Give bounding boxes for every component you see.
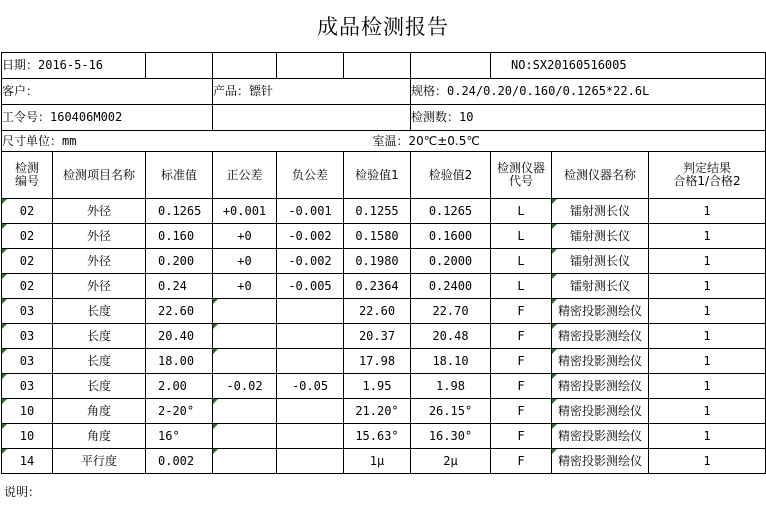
cell-value2[interactable]: 22.70 (411, 299, 491, 324)
cell-value2[interactable]: 16.30° (411, 424, 491, 449)
cell-negative-tolerance[interactable] (277, 399, 344, 424)
cell-result[interactable]: 1 (649, 324, 766, 349)
cell-no[interactable]: 03 (2, 349, 53, 374)
customer-cell[interactable]: 客户： (2, 79, 213, 105)
cell-negative-tolerance[interactable] (277, 299, 344, 324)
cell-instrument-name[interactable]: 精密投影测绘仪 (552, 324, 649, 349)
cell-value2[interactable]: 0.1265 (411, 199, 491, 224)
cell-instrument-name[interactable]: 精密投影测绘仪 (552, 349, 649, 374)
cell-positive-tolerance[interactable] (213, 324, 277, 349)
cell-standard[interactable]: 0.200 (146, 249, 213, 274)
cell-positive-tolerance[interactable]: +0 (213, 274, 277, 299)
cell-no[interactable]: 02 (2, 274, 53, 299)
cell-result[interactable]: 1 (649, 449, 766, 474)
cell-standard[interactable]: 2.00 (146, 374, 213, 399)
header-no[interactable]: 检测 编号 (2, 152, 53, 199)
column-header-row (2, 152, 766, 199)
cell-item[interactable]: 外径 (53, 249, 146, 274)
table-row (2, 399, 766, 424)
info-row-date (2, 53, 766, 79)
cell-standard[interactable]: 18.00 (146, 349, 213, 374)
info-row-unit (2, 131, 766, 152)
header-instrument-code[interactable]: 检测仪器 代号 (491, 152, 552, 199)
empty-cell[interactable] (146, 53, 213, 79)
cell-instrument-name[interactable]: 镭射测长仪 (552, 224, 649, 249)
product-cell[interactable]: 产品：镖针 (213, 79, 411, 105)
info-row-order (2, 105, 766, 131)
cell-result[interactable]: 1 (649, 274, 766, 299)
cell-result[interactable]: 1 (649, 299, 766, 324)
cell-value2[interactable]: 0.2400 (411, 274, 491, 299)
cell-result[interactable]: 1 (649, 249, 766, 274)
cell-instrument-code[interactable]: L (491, 199, 552, 224)
cell-positive-tolerance[interactable]: +0 (213, 224, 277, 249)
cell-no[interactable]: 14 (2, 449, 53, 474)
cell-value2[interactable]: 1.98 (411, 374, 491, 399)
date-cell[interactable]: 日期：2016-5-16 (2, 53, 146, 79)
table-row (2, 449, 766, 474)
cell-instrument-name[interactable]: 精密投影测绘仪 (552, 424, 649, 449)
cell-value1[interactable]: 1.95 (344, 374, 411, 399)
cell-instrument-code[interactable]: L (491, 274, 552, 299)
cell-result[interactable]: 1 (649, 374, 766, 399)
cell-instrument-code[interactable]: F (491, 324, 552, 349)
cell-item[interactable]: 长度 (53, 299, 146, 324)
header-instrument-name[interactable]: 检测仪器名称 (552, 152, 649, 199)
cell-result[interactable]: 1 (649, 399, 766, 424)
cell-value1[interactable]: 0.1980 (344, 249, 411, 274)
cell-standard[interactable]: 16° (146, 424, 213, 449)
cell-value2[interactable]: 26.15° (411, 399, 491, 424)
cell-item[interactable]: 外径 (53, 274, 146, 299)
cell-negative-tolerance[interactable] (277, 424, 344, 449)
cell-value1[interactable]: 22.60 (344, 299, 411, 324)
cell-standard[interactable]: 0.24 (146, 274, 213, 299)
header-value1[interactable]: 检验值1 (344, 152, 411, 199)
cell-positive-tolerance[interactable] (213, 449, 277, 474)
cell-negative-tolerance[interactable]: -0.002 (277, 249, 344, 274)
table-row (2, 349, 766, 374)
cell-standard[interactable]: 20.40 (146, 324, 213, 349)
cell-positive-tolerance[interactable]: +0.001 (213, 199, 277, 224)
header-value2[interactable]: 检验值2 (411, 152, 491, 199)
cell-negative-tolerance[interactable]: -0.05 (277, 374, 344, 399)
cell-no[interactable]: 03 (2, 324, 53, 349)
cell-positive-tolerance[interactable]: -0.02 (213, 374, 277, 399)
cell-item[interactable]: 长度 (53, 349, 146, 374)
cell-value2[interactable]: 0.1600 (411, 224, 491, 249)
cell-instrument-name[interactable]: 镭射测长仪 (552, 199, 649, 224)
cell-no[interactable]: 02 (2, 199, 53, 224)
cell-no[interactable]: 02 (2, 224, 53, 249)
cell-instrument-name[interactable]: 精密投影测绘仪 (552, 374, 649, 399)
cell-value1[interactable]: 17.98 (344, 349, 411, 374)
cell-negative-tolerance[interactable] (277, 349, 344, 374)
cell-negative-tolerance[interactable] (277, 324, 344, 349)
empty-cell[interactable] (213, 53, 277, 79)
cell-item[interactable]: 平行度 (53, 449, 146, 474)
cell-standard[interactable]: 2-20° (146, 399, 213, 424)
cell-result[interactable]: 1 (649, 349, 766, 374)
table-row (2, 299, 766, 324)
cell-value1[interactable]: 20.37 (344, 324, 411, 349)
cell-result[interactable]: 1 (649, 224, 766, 249)
room-temp-cell[interactable]: 室温：20℃±0.5℃ (213, 131, 766, 152)
report-no-cell[interactable]: NO:SX20160516005 (491, 53, 766, 79)
cell-item[interactable]: 长度 (53, 324, 146, 349)
cell-value2[interactable]: 2μ (411, 449, 491, 474)
cell-instrument-code[interactable]: L (491, 224, 552, 249)
report-table (1, 52, 766, 474)
cell-value1[interactable]: 0.1255 (344, 199, 411, 224)
cell-result[interactable]: 1 (649, 424, 766, 449)
table-row (2, 424, 766, 449)
order-no-cell[interactable]: 工令号：160406M002 (2, 105, 213, 131)
cell-instrument-code[interactable]: F (491, 449, 552, 474)
cell-item[interactable]: 外径 (53, 224, 146, 249)
cell-value1[interactable]: 21.20° (344, 399, 411, 424)
info-row-customer (2, 79, 766, 105)
cell-item[interactable]: 长度 (53, 374, 146, 399)
cell-positive-tolerance[interactable] (213, 399, 277, 424)
cell-value1[interactable]: 15.63° (344, 424, 411, 449)
cell-value1[interactable]: 1μ (344, 449, 411, 474)
inspect-count-cell[interactable]: 检测数：10 (411, 105, 766, 131)
cell-no[interactable]: 02 (2, 249, 53, 274)
data-rows (2, 199, 766, 474)
cell-value1[interactable]: 0.1580 (344, 224, 411, 249)
table-row (2, 249, 766, 274)
table-row (2, 324, 766, 349)
table-row (2, 274, 766, 299)
cell-negative-tolerance[interactable] (277, 449, 344, 474)
spec-cell[interactable]: 规格：0.24/0.20/0.160/0.1265*22.6L (411, 79, 766, 105)
cell-instrument-code[interactable]: F (491, 349, 552, 374)
cell-negative-tolerance[interactable]: -0.002 (277, 224, 344, 249)
cell-no[interactable]: 03 (2, 374, 53, 399)
header-positive-tolerance[interactable]: 正公差 (213, 152, 277, 199)
cell-positive-tolerance[interactable]: +0 (213, 249, 277, 274)
cell-instrument-name[interactable]: 镭射测长仪 (552, 274, 649, 299)
table-row (2, 224, 766, 249)
cell-result[interactable]: 1 (649, 199, 766, 224)
header-standard[interactable]: 标准值 (146, 152, 213, 199)
table-row (2, 374, 766, 399)
cell-instrument-name[interactable]: 精密投影测绘仪 (552, 449, 649, 474)
empty-cell[interactable] (344, 53, 411, 79)
cell-instrument-code[interactable]: F (491, 374, 552, 399)
cell-instrument-name[interactable]: 镭射测长仪 (552, 249, 649, 274)
cell-positive-tolerance[interactable] (213, 424, 277, 449)
cell-no[interactable]: 03 (2, 299, 53, 324)
cell-standard[interactable]: 0.1265 (146, 199, 213, 224)
cell-value2[interactable]: 18.10 (411, 349, 491, 374)
cell-value2[interactable]: 0.2000 (411, 249, 491, 274)
cell-instrument-name[interactable]: 精密投影测绘仪 (552, 399, 649, 424)
table-row (2, 199, 766, 224)
cell-instrument-code[interactable]: F (491, 399, 552, 424)
cell-item[interactable]: 角度 (53, 424, 146, 449)
cell-negative-tolerance[interactable]: -0.001 (277, 199, 344, 224)
note-label: 说明： (4, 485, 41, 499)
header-result[interactable]: 判定结果 合格1/合格2 (649, 152, 766, 199)
cell-instrument-code[interactable]: F (491, 424, 552, 449)
empty-cell[interactable] (213, 105, 411, 131)
cell-instrument-code[interactable]: F (491, 299, 552, 324)
cell-standard[interactable]: 22.60 (146, 299, 213, 324)
cell-standard[interactable]: 0.160 (146, 224, 213, 249)
empty-cell[interactable] (411, 53, 491, 79)
cell-item[interactable]: 外径 (53, 199, 146, 224)
header-negative-tolerance[interactable]: 负公差 (277, 152, 344, 199)
cell-standard[interactable]: 0.002 (146, 449, 213, 474)
cell-item[interactable]: 角度 (53, 399, 146, 424)
report-title: 成品检测报告 (317, 15, 449, 39)
cell-no[interactable]: 10 (2, 399, 53, 424)
unit-cell[interactable]: 尺寸单位：mm (2, 131, 213, 152)
cell-positive-tolerance[interactable] (213, 299, 277, 324)
cell-no[interactable]: 10 (2, 424, 53, 449)
cell-value1[interactable]: 0.2364 (344, 274, 411, 299)
empty-cell[interactable] (277, 53, 344, 79)
cell-value2[interactable]: 20.48 (411, 324, 491, 349)
header-item[interactable]: 检测项目名称 (53, 152, 146, 199)
cell-instrument-name[interactable]: 精密投影测绘仪 (552, 299, 649, 324)
cell-positive-tolerance[interactable] (213, 349, 277, 374)
cell-negative-tolerance[interactable]: -0.005 (277, 274, 344, 299)
cell-instrument-code[interactable]: L (491, 249, 552, 274)
